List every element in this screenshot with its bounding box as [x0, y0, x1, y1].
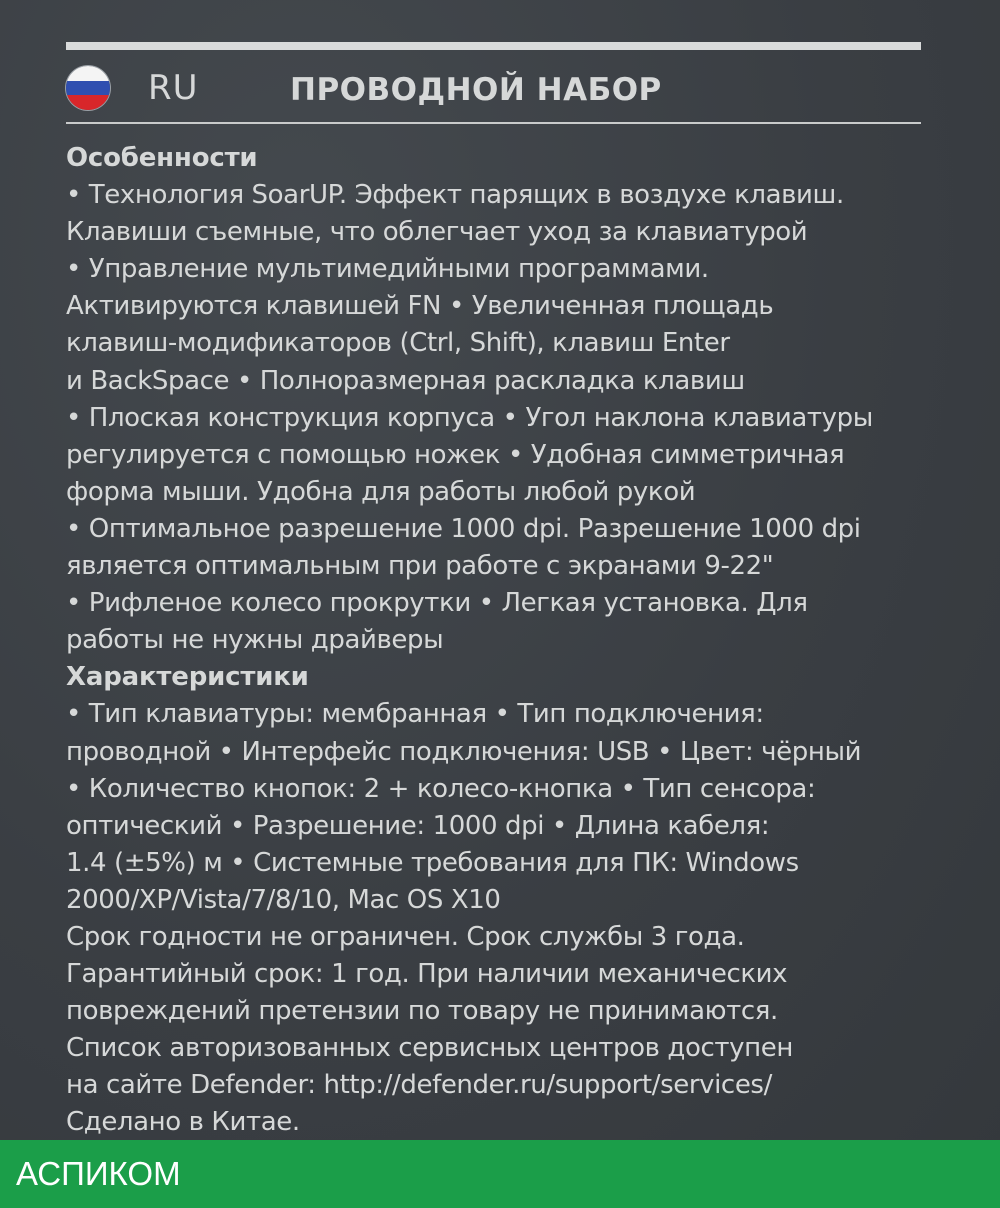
text-line: • Оптимальное разрешение 1000 dpi. Разрешение 1000 dpi — [66, 513, 861, 544]
text-line: • Количество кнопок: 2 + колесо-кнопка • Тип сенсора: — [66, 773, 816, 804]
watermark-bar — [0, 1140, 1000, 1208]
text-line: Клавиши съемные, что облегчает уход за клавиатурой — [66, 217, 808, 248]
watermark-label: АСПИКОМ — [16, 1155, 181, 1192]
text-line: проводной • Интерфейс подключения: USB • Цвет: чёрный — [66, 736, 862, 767]
text-line: регулируется с помощью ножек • Удобная симметричная — [66, 439, 845, 470]
text-line: 2000/XP/Vista/7/8/10, Mac OS X10 — [66, 884, 501, 915]
product-title: ПРОВОДНОЙ НАБОР — [290, 72, 662, 108]
text-line: • Управление мультимедийными программами. — [66, 254, 709, 285]
text-line: Гарантийный срок: 1 год. При наличии механических — [66, 959, 788, 990]
text-line: на сайте Defender: http://defender.ru/support/services/ — [66, 1070, 772, 1101]
text-line: 1.4 (±5%) м • Системные требования для ПК: Windows — [66, 847, 799, 878]
russia-flag-icon — [66, 66, 110, 110]
text-line: • Тип клавиатуры: мембранная • Тип подключения: — [66, 699, 764, 730]
section-header — [66, 62, 921, 118]
description-text — [66, 140, 936, 1142]
text-line: и BackSpace • Полноразмерная раскладка клавиш — [66, 365, 745, 396]
section-heading: Особенности — [66, 143, 258, 173]
text-line: • Рифленое колесо прокрутки • Легкая установка. Для — [66, 588, 808, 619]
header-divider — [66, 122, 921, 124]
text-line: оптический • Разрешение: 1000 dpi • Длина кабеля: — [66, 810, 770, 841]
text-line: Список авторизованных сервисных центров доступен — [66, 1033, 793, 1064]
top-divider — [66, 42, 921, 50]
text-line: клавиш-модификаторов (Ctrl, Shift), клавиш Enter — [66, 328, 730, 359]
text-line: • Плоская конструкция корпуса • Угол наклона клавиатуры — [66, 402, 873, 433]
text-line: • Технология SoarUP. Эффект парящих в воздухе клавиш. — [66, 180, 844, 211]
text-line: форма мыши. Удобна для работы любой рукой — [66, 476, 696, 507]
text-line: повреждений претензии по товару не принимаются. — [66, 996, 778, 1027]
text-line: является оптимальным при работе с экранами 9-22" — [66, 551, 774, 582]
text-line: Сделано в Китае. — [66, 1107, 300, 1138]
text-line: Активируются клавишей FN • Увеличенная площадь — [66, 291, 774, 322]
language-code: RU — [148, 68, 199, 108]
text-line: Срок годности не ограничен. Срок службы 3 года. — [66, 921, 745, 952]
text-line: работы не нужны драйверы — [66, 625, 444, 656]
section-heading: Характеристики — [66, 662, 309, 693]
